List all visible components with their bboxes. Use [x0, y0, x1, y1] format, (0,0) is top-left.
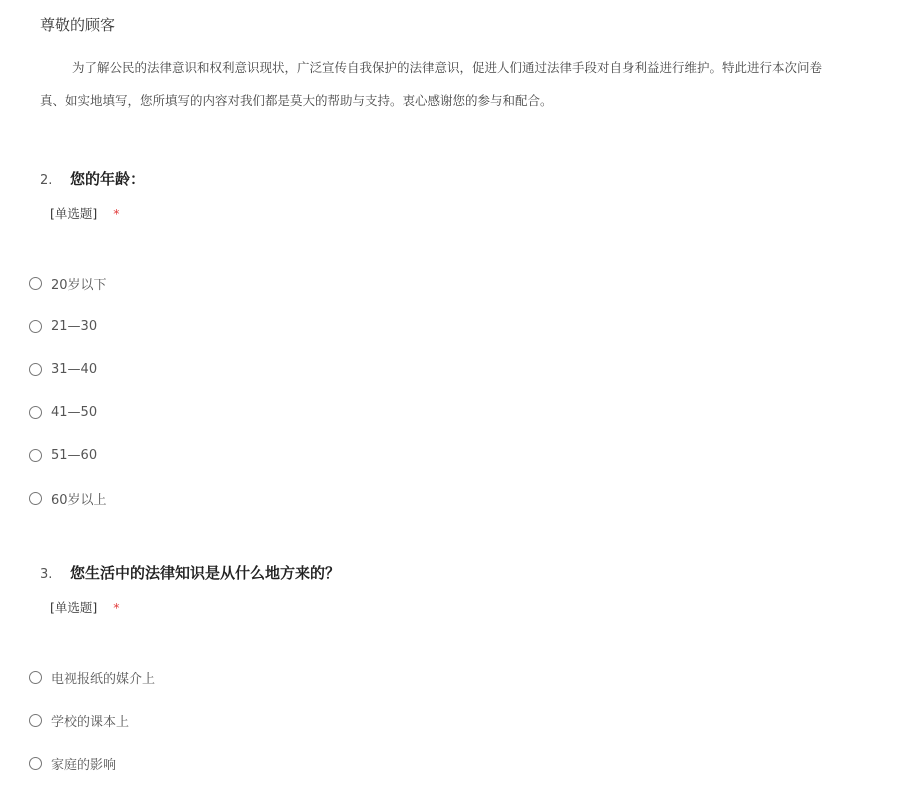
option-label: 31—40	[51, 362, 98, 377]
option-over-60[interactable]	[29, 477, 107, 520]
option-partially-visible[interactable]	[29, 785, 155, 800]
required-marker: *	[113, 600, 120, 615]
question-2	[40, 168, 880, 222]
question-number: 2.	[40, 173, 53, 188]
radio-circle-icon[interactable]	[29, 757, 42, 770]
question-3-options	[29, 656, 155, 800]
intro-text-line-2: 真、如实地填写，您所填写的内容对我们都是莫大的帮助与支持。衷心感谢您的参与和配合。	[40, 93, 553, 108]
question-2-options	[29, 262, 107, 520]
question-3	[40, 562, 880, 616]
radio-circle-icon[interactable]	[29, 363, 42, 376]
option-label: 41—50	[51, 405, 98, 420]
radio-circle-icon[interactable]	[29, 320, 42, 333]
question-title: 您的年龄：	[70, 170, 146, 188]
intro-text-line-1: 为了解公民的法律意识和权利意识现状，广泛宣传自我保护的法律意识，促进人们通过法律手段对自身利益进行维护。特此进行本次问卷	[72, 60, 823, 75]
option-51-60[interactable]	[29, 434, 107, 477]
option-school-textbook[interactable]	[29, 699, 155, 742]
radio-circle-icon[interactable]	[29, 492, 42, 505]
radio-circle-icon[interactable]	[29, 671, 42, 684]
radio-circle-icon[interactable]	[29, 714, 42, 727]
option-21-30[interactable]	[29, 305, 107, 348]
radio-circle-icon[interactable]	[29, 277, 42, 290]
option-label: 21—30	[51, 319, 98, 334]
option-label: 51—60	[51, 448, 98, 463]
option-label: 20岁以下	[51, 278, 107, 293]
question-type-row	[50, 204, 880, 222]
option-under-20[interactable]	[29, 262, 107, 305]
question-header	[40, 562, 880, 586]
option-family-influence[interactable]	[29, 742, 155, 785]
question-type-row	[50, 598, 880, 616]
question-number: 3.	[40, 567, 53, 582]
option-label: 学校的课本上	[51, 715, 130, 730]
question-type-label: [单选题]	[50, 600, 98, 615]
option-41-50[interactable]	[29, 391, 107, 434]
option-label: 家庭的影响	[51, 758, 117, 773]
radio-circle-icon[interactable]	[29, 449, 42, 462]
greeting-title: 尊敬的顾客	[40, 16, 116, 34]
option-tv-newspaper-media[interactable]	[29, 656, 155, 699]
option-31-40[interactable]	[29, 348, 107, 391]
question-title: 您生活中的法律知识是从什么地方来的？	[70, 564, 341, 582]
option-label: 电视报纸的媒介上	[51, 672, 156, 687]
option-label: 60岁以上	[51, 493, 107, 508]
radio-circle-icon[interactable]	[29, 406, 42, 419]
question-type-label: [单选题]	[50, 206, 98, 221]
required-marker: *	[113, 206, 120, 221]
question-header	[40, 168, 880, 192]
